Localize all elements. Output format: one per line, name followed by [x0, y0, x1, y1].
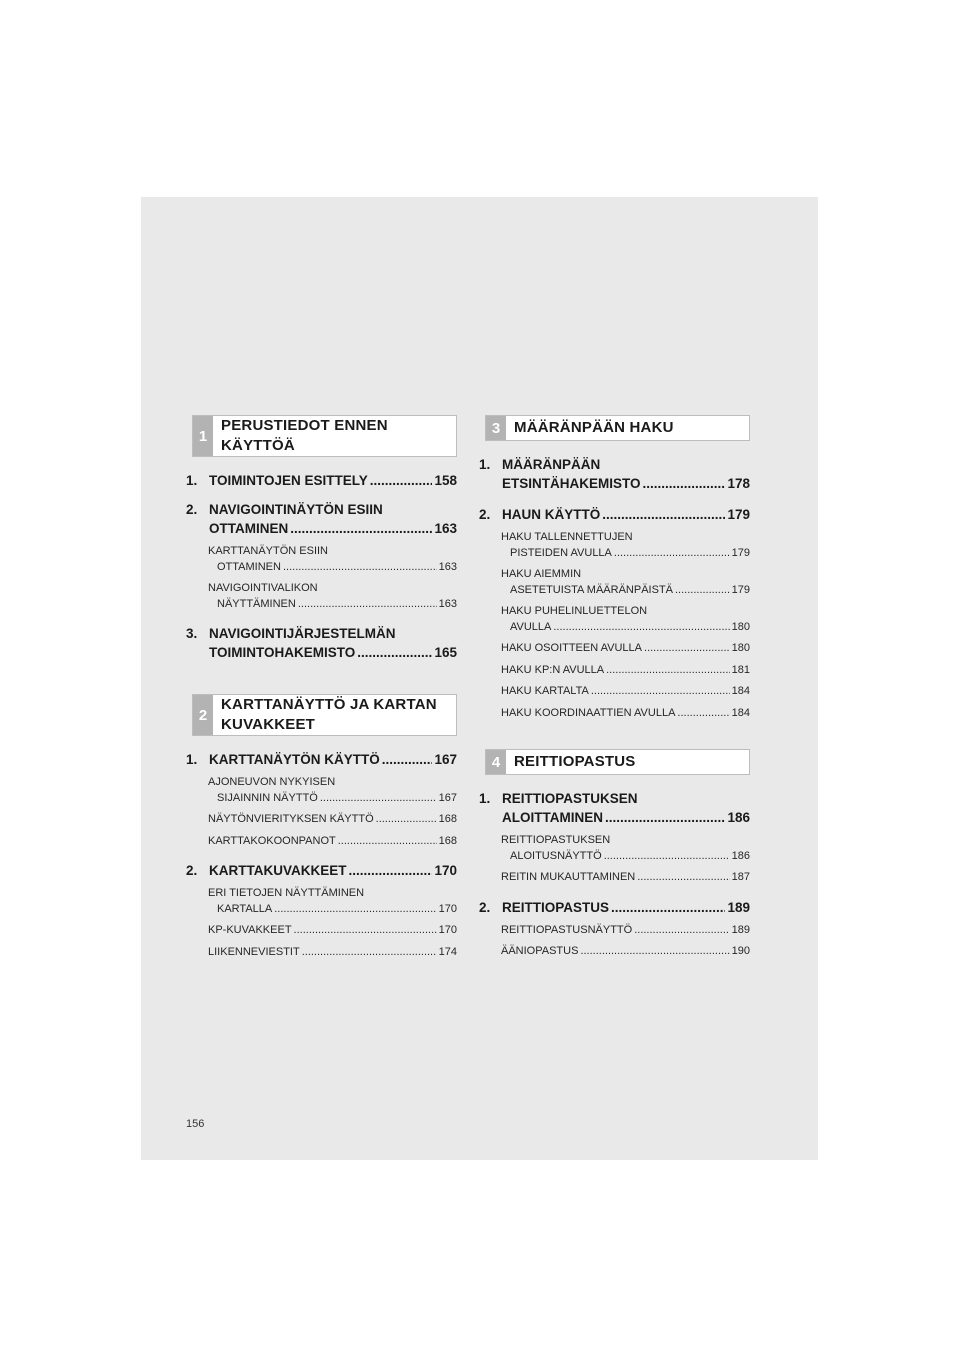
- page-number: 156: [186, 1118, 205, 1130]
- section-number: 2: [193, 695, 213, 735]
- toc-item[interactable]: REITTIOPASTUKSEN ALOITUSNÄYTTÖ ..... 186: [501, 833, 750, 864]
- section-title: REITTIOPASTUS: [514, 753, 636, 770]
- toc-item[interactable]: REITIN MUKAUTTAMINEN ..... 187: [501, 870, 750, 886]
- toc-item[interactable]: KP-KUVAKKEET ..... 170: [208, 923, 457, 939]
- toc-chapter[interactable]: 2. REITTIOPASTUS ..... 189: [479, 898, 750, 917]
- page-ref: 165: [434, 645, 457, 660]
- page-ref: 158: [434, 473, 457, 488]
- section-number: 4: [486, 750, 506, 774]
- toc-item[interactable]: AJONEUVON NYKYISEN SIJAINNIN NÄYTTÖ ..... 167: [208, 775, 457, 806]
- toc-item[interactable]: ÄÄNIOPASTUS ..... 190: [501, 944, 750, 960]
- toc-chapter[interactable]: 1. TOIMINTOJEN ESITTELY ..... 158: [186, 471, 457, 490]
- section-number: 1: [193, 416, 213, 456]
- page-ref: 189: [727, 899, 750, 915]
- page-ref: 167: [434, 752, 457, 767]
- page-ref: 170: [434, 863, 457, 878]
- page-ref: 186: [727, 810, 750, 825]
- section-3-header[interactable]: [485, 415, 750, 441]
- toc-right-column: [434, 415, 750, 960]
- toc-item[interactable]: NÄYTÖNVIERITYKSEN KÄYTTÖ ..... 168: [208, 812, 457, 828]
- toc-item[interactable]: KARTTAKOKOONPANOT ..... 168: [208, 834, 457, 850]
- section-title: KARTTANÄYTTÖ JA KARTAN KUVAKKEET: [221, 696, 437, 733]
- toc-item[interactable]: HAKU KARTALTA ..... 184: [501, 684, 750, 700]
- toc-item[interactable]: KARTTANÄYTÖN ESIIN OTTAMINEN ..... 163: [208, 544, 457, 575]
- toc-chapter[interactable]: 1. MÄÄRÄNPÄÄN ETSINTÄHAKEMISTO ..... 178: [479, 455, 750, 493]
- toc-chapter[interactable]: 2. HAUN KÄYTTÖ ..... 179: [479, 505, 750, 524]
- toc-item[interactable]: HAKU TALLENNETTUJEN PISTEIDEN AVULLA ..... 179: [501, 530, 750, 561]
- page-ref: 163: [434, 521, 457, 536]
- toc-item[interactable]: HAKU KOORDINAATTIEN AVULLA ..... 184: [501, 706, 750, 722]
- section-4-header[interactable]: [485, 749, 750, 775]
- section-1-header[interactable]: [192, 415, 457, 457]
- toc-item[interactable]: HAKU PUHELINLUETTELON AVULLA ..... 180: [501, 604, 750, 635]
- toc-chapter[interactable]: 2. KARTTAKUVAKKEET ..... 170: [186, 861, 457, 880]
- toc-chapter[interactable]: 2. NAVIGOINTINÄYTÖN ESIIN OTTAMINEN ..... 163: [186, 500, 457, 538]
- page-ref: 179: [727, 507, 750, 522]
- section-number: 3: [486, 416, 506, 440]
- toc-left-column: [141, 415, 457, 960]
- toc-item[interactable]: HAKU KP:N AVULLA ..... 181: [501, 663, 750, 679]
- section-2-header[interactable]: [192, 694, 457, 736]
- toc-item[interactable]: LIIKENNEVIESTIT ..... 174: [208, 945, 457, 961]
- toc-chapter[interactable]: 1. REITTIOPASTUKSEN ALOITTAMINEN ..... 186: [479, 789, 750, 827]
- toc-item[interactable]: HAKU OSOITTEEN AVULLA ..... 180: [501, 641, 750, 657]
- toc-item[interactable]: NAVIGOINTIVALIKON NÄYTTÄMINEN ..... 163: [208, 581, 457, 612]
- section-title: PERUSTIEDOT ENNEN KÄYTTÖÄ: [221, 417, 388, 454]
- page-ref: 178: [727, 476, 750, 491]
- toc-item[interactable]: REITTIOPASTUSNÄYTTÖ ..... 189: [501, 923, 750, 939]
- toc-item[interactable]: HAKU AIEMMIN ASETETUISTA MÄÄRÄNPÄISTÄ ..... 179: [501, 567, 750, 598]
- section-title: MÄÄRÄNPÄÄN HAKU: [514, 419, 674, 436]
- toc-item[interactable]: ERI TIETOJEN NÄYTTÄMINEN KARTALLA ..... 170: [208, 886, 457, 917]
- toc-chapter[interactable]: 3. NAVIGOINTIJÄRJESTELMÄN TOIMINTOHAKEMISTO ..... 165: [186, 624, 457, 662]
- toc-chapter[interactable]: 1. KARTTANÄYTÖN KÄYTTÖ ..... 167: [186, 750, 457, 769]
